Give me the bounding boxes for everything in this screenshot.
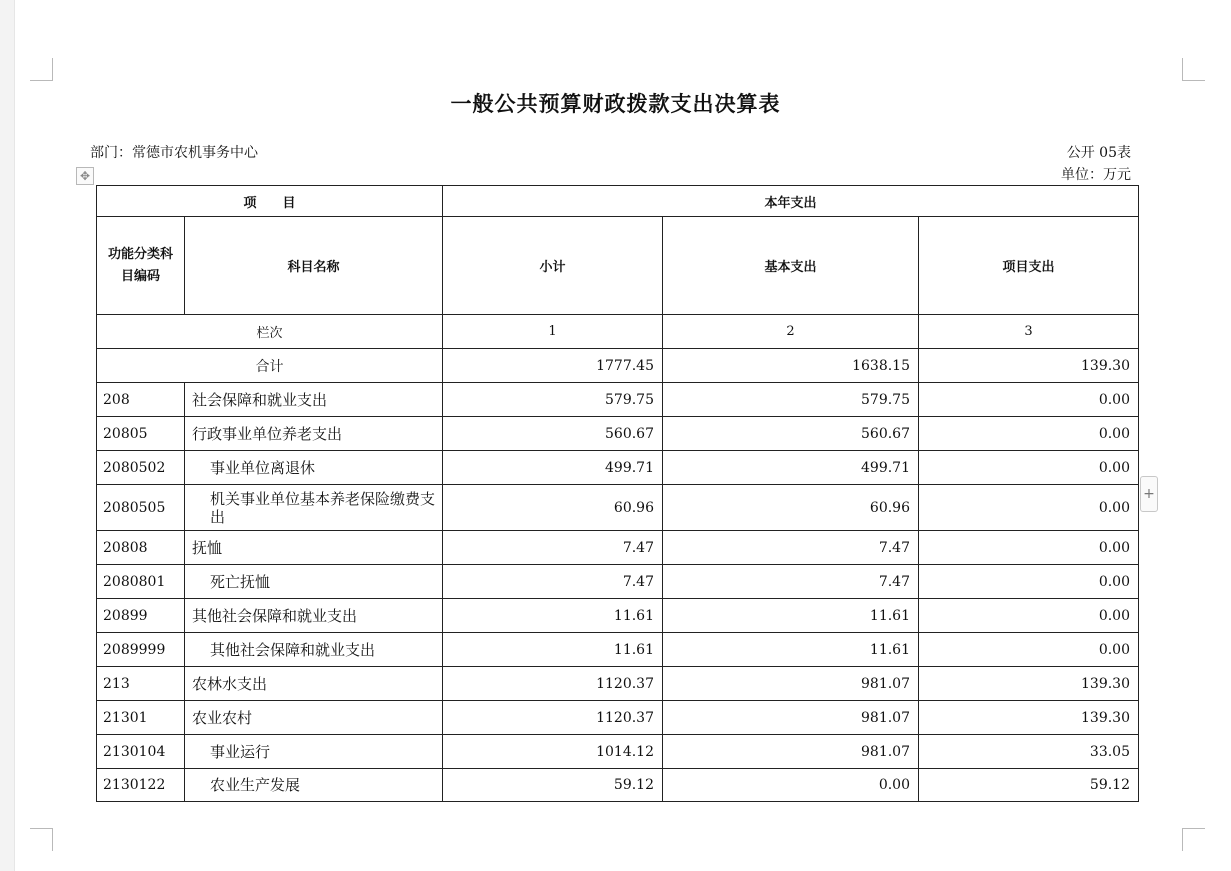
table-row: [97, 667, 1139, 701]
row-name: 事业运行: [185, 735, 443, 769]
index-row-label: 栏次: [97, 315, 443, 349]
row-code: 2130122: [97, 769, 185, 802]
row-project: 139.30: [919, 667, 1139, 701]
crop-mark-bottom-right: [1182, 828, 1205, 851]
row-subtotal: 59.12: [443, 769, 663, 802]
plus-icon[interactable]: +: [1140, 476, 1158, 512]
index-col-1: 1: [443, 315, 663, 349]
row-subtotal: 1014.12: [443, 735, 663, 769]
row-subtotal: 7.47: [443, 565, 663, 599]
row-code: 20899: [97, 599, 185, 633]
department-label: 部门：常德市农机事务中心: [90, 145, 258, 161]
table-row: [97, 633, 1139, 667]
total-label: 合计: [97, 349, 443, 383]
total-basic: 1638.15: [663, 349, 919, 383]
row-name: 死亡抚恤: [185, 565, 443, 599]
table-row: [97, 531, 1139, 565]
index-col-2: 2: [663, 315, 919, 349]
left-scroll-edge: [0, 0, 15, 871]
row-code: 2080801: [97, 565, 185, 599]
header-current-year: 本年支出: [443, 186, 1139, 217]
row-name: 农林水支出: [185, 667, 443, 701]
unit-label: 单位：万元: [1061, 167, 1131, 183]
row-project: 0.00: [919, 451, 1139, 485]
row-subtotal: 7.47: [443, 531, 663, 565]
row-code: 208: [97, 383, 185, 417]
row-name: 农业生产发展: [185, 769, 443, 802]
row-project: 33.05: [919, 735, 1139, 769]
row-subtotal: 1120.37: [443, 667, 663, 701]
row-basic: 981.07: [663, 701, 919, 735]
row-project: 0.00: [919, 485, 1139, 531]
table-row: [97, 565, 1139, 599]
header-func-code: 功能分类科目编码: [97, 217, 185, 315]
row-code: 20805: [97, 417, 185, 451]
row-name: 其他社会保障和就业支出: [185, 599, 443, 633]
index-col-3: 3: [919, 315, 1139, 349]
row-basic: 60.96: [663, 485, 919, 531]
row-subtotal: 560.67: [443, 417, 663, 451]
row-code: 2080502: [97, 451, 185, 485]
total-subtotal: 1777.45: [443, 349, 663, 383]
row-basic: 7.47: [663, 531, 919, 565]
crop-mark-top-right: [1182, 58, 1205, 81]
row-basic: 560.67: [663, 417, 919, 451]
row-subtotal: 11.61: [443, 599, 663, 633]
row-subtotal: 1120.37: [443, 701, 663, 735]
row-project: 0.00: [919, 383, 1139, 417]
row-code: 2130104: [97, 735, 185, 769]
row-name: 农业农村: [185, 701, 443, 735]
row-basic: 11.61: [663, 599, 919, 633]
table-row: [97, 769, 1139, 802]
form-number-label: 公开 05表: [1066, 145, 1131, 161]
crop-mark-top-left: [30, 58, 53, 81]
row-project: 0.00: [919, 565, 1139, 599]
table-row: [97, 417, 1139, 451]
header-project-expenditure: 项目支出: [919, 217, 1139, 315]
move-icon[interactable]: ✥: [76, 167, 94, 185]
total-project: 139.30: [919, 349, 1139, 383]
row-name: 社会保障和就业支出: [185, 383, 443, 417]
table-row: [97, 383, 1139, 417]
row-basic: 7.47: [663, 565, 919, 599]
header-basic: 基本支出: [663, 217, 919, 315]
row-subtotal: 579.75: [443, 383, 663, 417]
page-title: 一般公共预算财政拨款支出决算表: [450, 92, 781, 116]
row-basic: 499.71: [663, 451, 919, 485]
crop-mark-bottom-left: [30, 828, 53, 851]
row-project: 0.00: [919, 531, 1139, 565]
row-subtotal: 11.61: [443, 633, 663, 667]
row-name: 其他社会保障和就业支出: [185, 633, 443, 667]
row-basic: 579.75: [663, 383, 919, 417]
row-basic: 981.07: [663, 667, 919, 701]
row-subtotal: 499.71: [443, 451, 663, 485]
row-project: 139.30: [919, 701, 1139, 735]
row-project: 0.00: [919, 633, 1139, 667]
budget-table: [96, 185, 1139, 802]
row-subtotal: 60.96: [443, 485, 663, 531]
row-name: 机关事业单位基本养老保险缴费支出: [185, 485, 443, 531]
row-code: 2089999: [97, 633, 185, 667]
table-row: [97, 485, 1139, 531]
row-basic: 981.07: [663, 735, 919, 769]
header-subtotal: 小计: [443, 217, 663, 315]
row-project: 0.00: [919, 417, 1139, 451]
header-project: 项 目: [97, 186, 443, 217]
row-code: 20808: [97, 531, 185, 565]
row-code: 2080505: [97, 485, 185, 531]
row-name: 行政事业单位养老支出: [185, 417, 443, 451]
row-code: 213: [97, 667, 185, 701]
table-row: [97, 735, 1139, 769]
row-project: 0.00: [919, 599, 1139, 633]
header-item-name: 科目名称: [185, 217, 443, 315]
table-row: [97, 599, 1139, 633]
row-name: 事业单位离退休: [185, 451, 443, 485]
row-basic: 11.61: [663, 633, 919, 667]
table-row: [97, 701, 1139, 735]
row-project: 59.12: [919, 769, 1139, 802]
row-name: 抚恤: [185, 531, 443, 565]
row-basic: 0.00: [663, 769, 919, 802]
table-row: [97, 451, 1139, 485]
row-code: 21301: [97, 701, 185, 735]
